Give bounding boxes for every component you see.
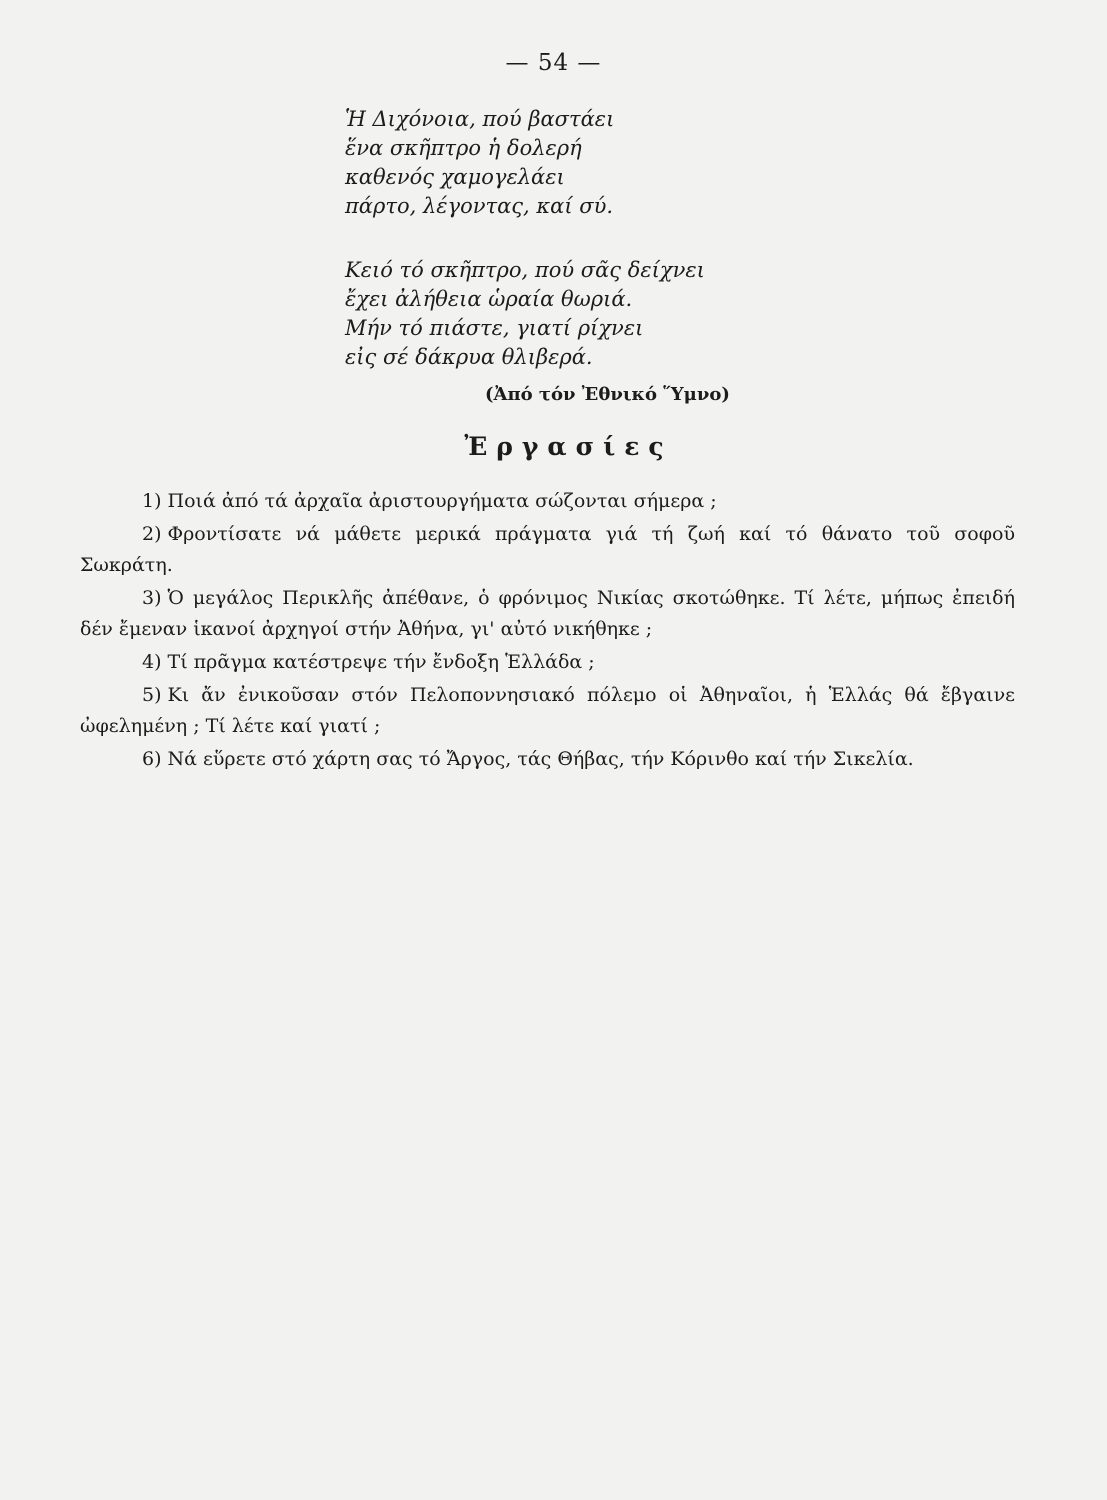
exercise-text: Κι ἄν ἐνικοῦσαν στόν Πελοποννησιακό πόλεμο οἱ Ἀθηναῖοι, ἡ Ἑλλάς θά ἔβγαινε ὠφελημένη ; Τί λέτε καί γιατί ; xyxy=(80,684,1015,737)
exercise-item xyxy=(80,680,1015,742)
poem-line: ἔχει ἀλήθεια ὡραία θωριά. xyxy=(345,287,633,311)
poem-stanza-1 xyxy=(345,105,614,221)
poem-line: εἰς σέ δάκρυα θλιβερά. xyxy=(345,345,593,369)
exercise-text: Νά εὕρετε στό χάρτη σας τό Ἄργος, τάς Θήβας, τήν Κόρινθο καί τήν Σικελία. xyxy=(167,748,914,770)
exercise-number: 5) xyxy=(142,684,162,706)
exercise-item xyxy=(80,647,1015,678)
exercise-item xyxy=(80,583,1015,645)
section-heading: Ἐργασίες xyxy=(464,432,673,461)
page-number: — 54 — xyxy=(505,50,602,76)
poem-line: καθενός χαμογελάει xyxy=(345,165,565,189)
exercise-item xyxy=(80,744,1015,775)
poem-line: Ἡ Διχόνοια, πού βαστάει xyxy=(345,107,615,131)
exercise-text: Φροντίσατε νά μάθετε μερικά πράγματα γιά τή ζωή καί τό θάνατο τοῦ σοφοῦ Σωκράτη. xyxy=(80,523,1015,576)
poem-stanza-2 xyxy=(345,256,705,372)
exercise-list xyxy=(80,486,1015,777)
exercise-text: Ὁ μεγάλος Περικλῆς ἀπέθανε, ὁ φρόνιμος Νικίας σκοτώθηκε. Τί λέτε, μήπως ἐπειδή δέν ἔμεναν ἱκανοί ἀρχηγοί στήν Ἀθήνα, γι' αὐτό νικήθηκε ; xyxy=(80,587,1015,640)
exercise-item xyxy=(80,519,1015,581)
exercise-text: Ποιά ἀπό τά ἀρχαῖα ἀριστουργήματα σώζονται σήμερα ; xyxy=(167,490,717,512)
poem-line: ἕνα σκῆπτρο ἡ δολερή xyxy=(345,136,582,160)
exercise-number: 6) xyxy=(142,748,162,770)
exercise-item xyxy=(80,486,1015,517)
exercise-number: 2) xyxy=(142,523,162,545)
exercise-text: Τί πρᾶγμα κατέστρεψε τήν ἔνδοξη Ἑλλάδα ; xyxy=(167,651,595,673)
exercise-number: 4) xyxy=(142,651,162,673)
exercise-number: 1) xyxy=(142,490,162,512)
poem-line: Κειό τό σκῆπτρο, πού σᾶς δείχνει xyxy=(345,258,705,282)
poem-line: πάρτο, λέγοντας, καί σύ. xyxy=(345,194,614,218)
poem-line: Μήν τό πιάστε, γιατί ρίχνει xyxy=(345,316,644,340)
poem-attribution: (Ἀπό τόν Ἐθνικό Ὕμνο) xyxy=(485,384,730,405)
exercise-number: 3) xyxy=(142,587,162,609)
